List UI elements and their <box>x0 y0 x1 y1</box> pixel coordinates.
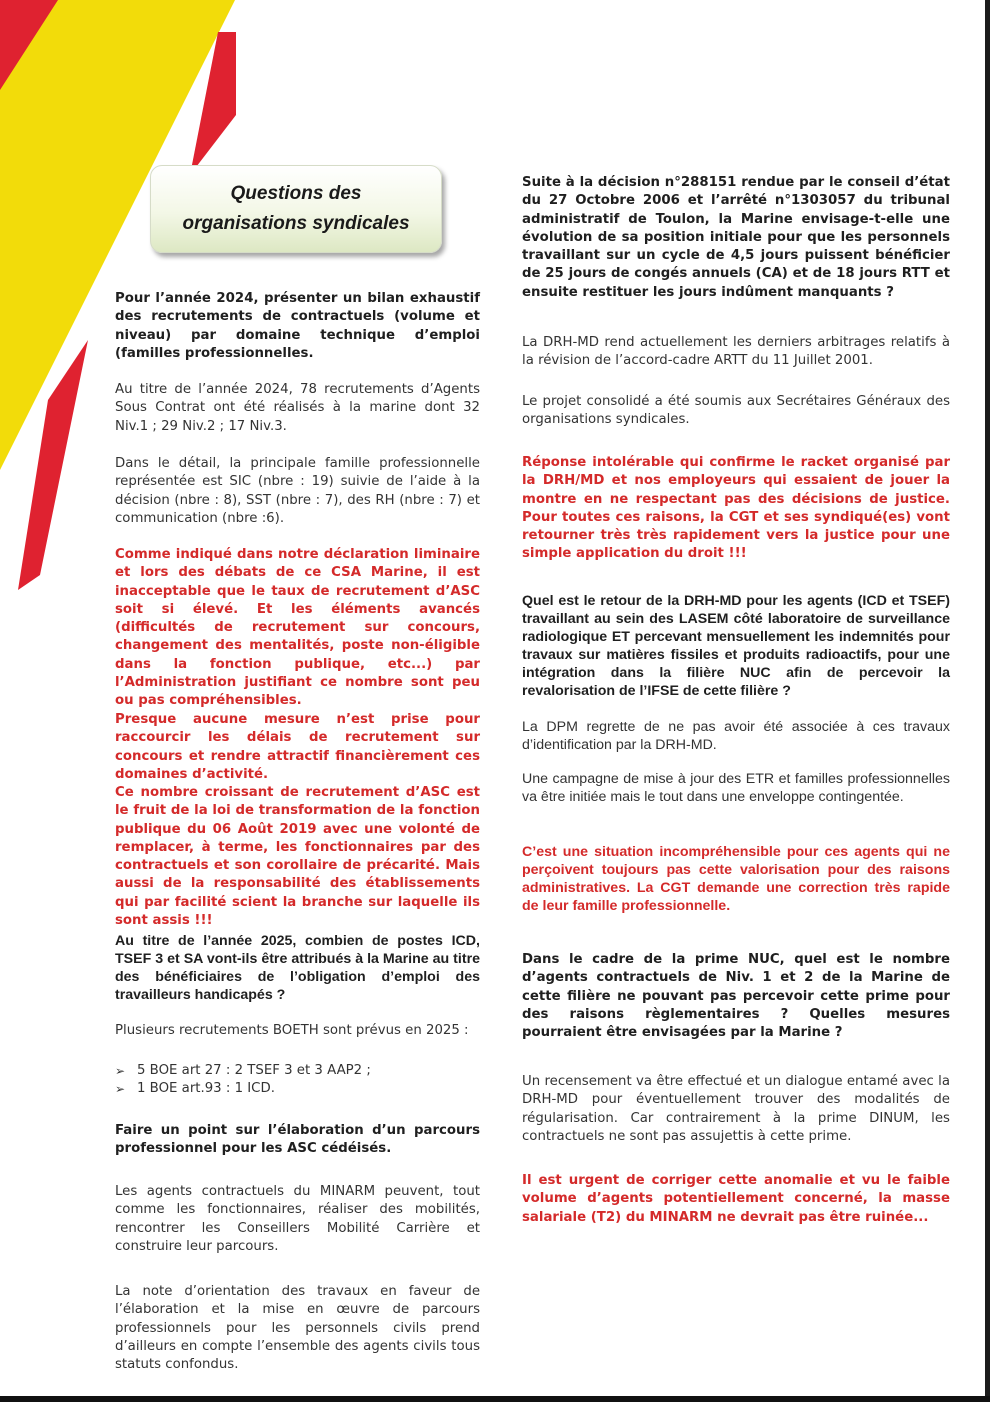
arrow-bullet-icon: ➢ <box>115 1064 126 1078</box>
answer-3-part-1: Les agents contractuels du MINARM peuvent, tout comme les fonctionnaires, réaliser des mobilités, rencontrer les Conseillers Mobilité Carrière et construire leur parcours. <box>115 1184 480 1254</box>
cgt-comment-5: C’est une situation incompréhensible pour ces agents qui ne perçoivent toujours pas cette valorisation pour des raisons administratives. La CGT demande une correction très rapide de leur famille professionnelle. <box>522 844 950 914</box>
section-title-line-2: organisations syndicales <box>182 213 410 234</box>
cgt-comment-1c: Ce nombre croissant de recrutement d’ASC est le fruit de la loi de transformation de la fonction publique du 06 Août 2019 avec une volonté de remplacer, à terme, les fonctionnaires par des contractuels et son corollaire de précarité. Mais aussi de la responsabilité des établissements qui par facilité scient la branche sur laquelle ils sont assis !!! <box>115 785 480 929</box>
cgt-comment-6: Il est urgent de corriger cette anomalie et vu le faible volume d’agents potentiellement concerné, la masse salariale (T2) du MINARM ne devrait pas être ruinée... <box>522 1173 950 1225</box>
question-5: Quel est le retour de la DRH-MD pour les agents (ICD et TSEF) travaillant au sein des LASEM côté laboratoire de surveillance radiologique ET percevant mensuellement les indemnités pour travaux sur matières fissiles et produits radioactifs, pour une intégration dans la filière NUC afin de percevoir la revalorisation de l’IFSE de cette filière ? <box>522 593 950 699</box>
cgt-comment-1b: Presque aucune mesure n’est prise pour raccourcir les délais de recrutement sur concours et rendre attractif financièrement ces domaines d’activité. <box>115 712 480 782</box>
question-2: Au titre de l’année 2025, combien de postes ICD, TSEF 3 et SA vont-ils être attribués à la Marine au titre des bénéficiaires de l’obligation d’emploi des travailleurs handicapés ? <box>115 933 480 1003</box>
answer-1-part-2: Dans le détail, la principale famille professionnelle représentée est SIC (nbre : 19) suivie de l’aide à la décision (nbre : 8), SST (nbre : 7), des RH (nbre : 7) et communication (nbre :6). <box>115 456 480 526</box>
answer-4-part-1: La DRH-MD rend actuellement les derniers arbitrages relatifs à la révision de l’accord-cadre ARTT du 11 Juillet 2001. <box>522 335 950 369</box>
answer-4-part-2: Le projet consolidé a été soumis aux Secrétaires Généraux des organisations syndicales. <box>522 394 950 428</box>
cgt-comment-4: Réponse intolérable qui confirme le racket organisé par la DRH/MD et nos employeurs qui essaient de jouer la montre en ne respectant pas des décisions de justice. Pour toutes ces raisons, la CGT et ses syndiqué(es) vont retourner très très rapidement vers la justice pour une simple application du droit !!! <box>522 455 950 562</box>
answer-6: Un recensement va être effectué et un dialogue entamé avec la DRH-MD pour éventuellement trouver des modalités de régularisation. Car contrairement à la prime DINUM, les contractuels ne sont pas assujettis à cette prime. <box>522 1074 950 1144</box>
section-title-line-1: Questions des <box>230 183 362 204</box>
list-item: ➢ 5 BOE art 27 : 2 TSEF 3 et 3 AAP2 ; <box>115 1062 480 1080</box>
arrow-bullet-icon: ➢ <box>115 1082 126 1097</box>
answer-2: Plusieurs recrutements BOETH sont prévus en 2025 : <box>115 1023 469 1038</box>
scan-right-edge <box>985 0 990 1402</box>
scan-bottom-edge <box>0 1396 990 1402</box>
question-6: Dans le cadre de la prime NUC, quel est le nombre d’agents contractuels de Niv. 1 et 2 de la Marine de cette filière ne pouvant pas percevoir cette prime pour des raisons règlementaires ? Quelles mesures pourraient être envisagées par la Marine ? <box>522 952 950 1041</box>
cgt-comment-1a: Comme indiqué dans notre déclaration liminaire et lors des débats de ce CSA Marine, il est inacceptable que le taux de recrutement d’ASC soit si élevé. Et les éléments avancés (difficultés de recrutement sur concours, changement des mentalités, poste non-éligible dans la fonction publique, etc...) par l’Administration justifiant ce nombre sont peu ou pas compréhensibles. <box>115 547 480 709</box>
question-3: Faire un point sur l’élaboration d’un parcours professionnel pour les ASC cédéisés. <box>115 1123 480 1157</box>
answer-5-part-2: Une campagne de mise à jour des ETR et familles professionnelles va être initiée mais le tout dans une enveloppe contingentée. <box>522 771 950 805</box>
question-4: Suite à la décision n°288151 rendue par le conseil d’état du 27 Octobre 2006 et l’arrêté n°1303057 du tribunal administratif de Toulon, la Marine envisage-t-elle une évolution de sa position initiale pour que les personnels travaillant sur un cycle de 4,5 jours puissent bénéficier de 25 jours de congés annuels (CA) et de 18 jours RTT et ensuite restituer les jours indûment manquants ? <box>522 175 950 300</box>
question-1: Pour l’année 2024, présenter un bilan exhaustif des recrutements de contractuels (volume et niveau) par domaine technique d’emploi (familles professionnelles. <box>115 291 480 361</box>
list-item: ➢ 1 BOE art.93 : 1 ICD. <box>115 1080 480 1098</box>
answer-3-part-2: La note d’orientation des travaux en faveur de l’élaboration et la mise en œuvre de parcours professionnels pour les personnels civils prend d’ailleurs en compte l’ensemble des agents civils tous statuts confondus. <box>115 1284 480 1373</box>
boeth-list <box>115 1062 480 1099</box>
answer-1-part-1: Au titre de l’année 2024, 78 recrutements d’Agents Sous Contrat ont été réalisés à la marine dont 32 Niv.1 ; 29 Niv.2 ; 17 Niv.3. <box>115 382 480 434</box>
answer-5-part-1: La DPM regrette de ne pas avoir été associée à ces travaux d’identification par la DRH-MD. <box>522 719 950 753</box>
section-title-box <box>150 165 442 253</box>
